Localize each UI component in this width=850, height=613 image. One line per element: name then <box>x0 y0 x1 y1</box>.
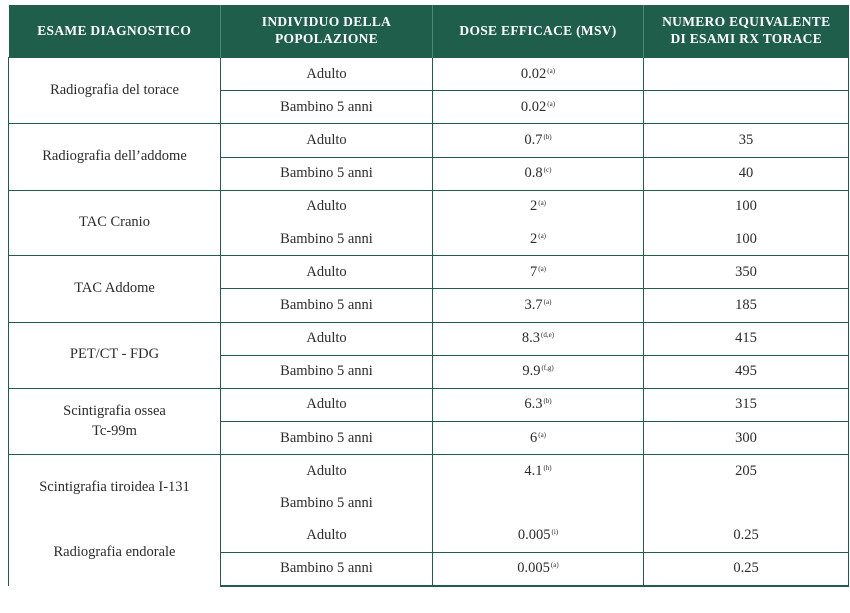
dose-cell: 2$^{(a)}$ <box>433 190 644 223</box>
individual-cell: Adulto <box>221 520 433 553</box>
dose-cell: 8.3$^{(d,e)}$ <box>433 322 644 355</box>
equivalent-cell <box>644 487 849 519</box>
table-row <box>9 190 849 223</box>
exam-cell: Scintigrafia ossea Tc-99m <box>9 388 221 454</box>
table-row <box>9 388 849 421</box>
equivalent-cell: 205 <box>644 455 849 488</box>
exam-cell: Radiografia endorale <box>9 520 221 586</box>
footnote-ref: (a) <box>538 231 547 240</box>
exam-cell: TAC Addome <box>9 256 221 322</box>
individual-cell: Adulto <box>221 256 433 289</box>
footnote-ref: (a) <box>538 430 547 439</box>
individual-cell: Adulto <box>221 388 433 421</box>
equivalent-cell: 0.25 <box>644 520 849 553</box>
footnote-ref: (c) <box>543 166 552 175</box>
individual-cell: Adulto <box>221 190 433 223</box>
equivalent-cell: 415 <box>644 322 849 355</box>
individual-cell: Adulto <box>221 58 433 91</box>
equivalent-cell: 100 <box>644 190 849 223</box>
individual-cell: Bambino 5 anni <box>221 91 433 124</box>
header-equivalent: NUMERO EQUIVALENTE DI ESAMI RX TORACE <box>644 5 849 58</box>
dose-cell: 4.1$^{(h)}$ <box>433 455 644 488</box>
equivalent-cell: 300 <box>644 422 849 455</box>
exam-cell: TAC Cranio <box>9 190 221 255</box>
equivalent-cell: 315 <box>644 388 849 421</box>
equivalent-cell <box>644 58 849 91</box>
header-exam: ESAME DIAGNOSTICO <box>9 5 221 58</box>
dose-cell: 0.02$^{(a)}$ <box>433 91 644 124</box>
table-row <box>9 256 849 289</box>
dose-cell: 3.7$^{(a)}$ <box>433 289 644 322</box>
table-row <box>9 124 849 157</box>
footnote-ref: (b) <box>543 397 552 406</box>
equivalent-cell: 350 <box>644 256 849 289</box>
equivalent-cell: 40 <box>644 157 849 190</box>
individual-cell: Bambino 5 anni <box>221 487 433 519</box>
footnote-ref: (b) <box>543 132 552 141</box>
dose-cell: 9.9$^{(f,g)}$ <box>433 355 644 388</box>
equivalent-cell: 100 <box>644 223 849 256</box>
header-row <box>9 5 849 58</box>
dose-table <box>8 5 849 587</box>
dose-cell: 0.02$^{(a)}$ <box>433 58 644 91</box>
dose-cell: 6$^{(a)}$ <box>433 422 644 455</box>
equivalent-cell: 185 <box>644 289 849 322</box>
footnote-ref: (a) <box>538 199 547 208</box>
individual-cell: Bambino 5 anni <box>221 422 433 455</box>
dose-cell: 0.8$^{(c)}$ <box>433 157 644 190</box>
equivalent-cell <box>644 91 849 124</box>
header-individual: INDIVIDUO DELLA POPOLAZIONE <box>221 5 433 58</box>
equivalent-cell: 35 <box>644 124 849 157</box>
individual-cell: Adulto <box>221 322 433 355</box>
footnote-ref: (a) <box>547 66 556 75</box>
header-dose: DOSE EFFICACE (MSV) <box>433 5 644 58</box>
equivalent-cell: 495 <box>644 355 849 388</box>
dose-cell: 0.005$^{(a)}$ <box>433 552 644 586</box>
footnote-ref: (a) <box>543 297 552 306</box>
individual-cell: Bambino 5 anni <box>221 355 433 388</box>
exam-cell: Radiografia dell’addome <box>9 124 221 190</box>
footnote-ref: (h) <box>543 463 552 472</box>
footnote-ref: (a) <box>550 561 559 570</box>
individual-cell: Bambino 5 anni <box>221 157 433 190</box>
table-row <box>9 520 849 553</box>
footnote-ref: (i) <box>551 528 559 537</box>
exam-cell: Scintigrafia tiroidea I-131 <box>9 455 221 520</box>
table-row <box>9 455 849 488</box>
footnote-ref: (f,g) <box>541 364 554 373</box>
footnote-ref: (d,e) <box>541 331 555 340</box>
dose-cell <box>433 487 644 519</box>
individual-cell: Bambino 5 anni <box>221 552 433 586</box>
footnote-ref: (a) <box>547 99 556 108</box>
dose-cell: 6.3$^{(b)}$ <box>433 388 644 421</box>
table-row <box>9 322 849 355</box>
dose-cell: 2$^{(a)}$ <box>433 223 644 256</box>
exam-cell: PET/CT - FDG <box>9 322 221 388</box>
dose-cell: 0.005$^{(i)}$ <box>433 520 644 553</box>
individual-cell: Bambino 5 anni <box>221 223 433 256</box>
individual-cell: Bambino 5 anni <box>221 289 433 322</box>
equivalent-cell: 0.25 <box>644 552 849 586</box>
individual-cell: Adulto <box>221 455 433 488</box>
individual-cell: Adulto <box>221 124 433 157</box>
dose-cell: 7$^{(a)}$ <box>433 256 644 289</box>
dose-cell: 0.7$^{(b)}$ <box>433 124 644 157</box>
exam-cell: Radiografia del torace <box>9 58 221 124</box>
footnote-ref: (a) <box>538 264 547 273</box>
table-row <box>9 58 849 91</box>
